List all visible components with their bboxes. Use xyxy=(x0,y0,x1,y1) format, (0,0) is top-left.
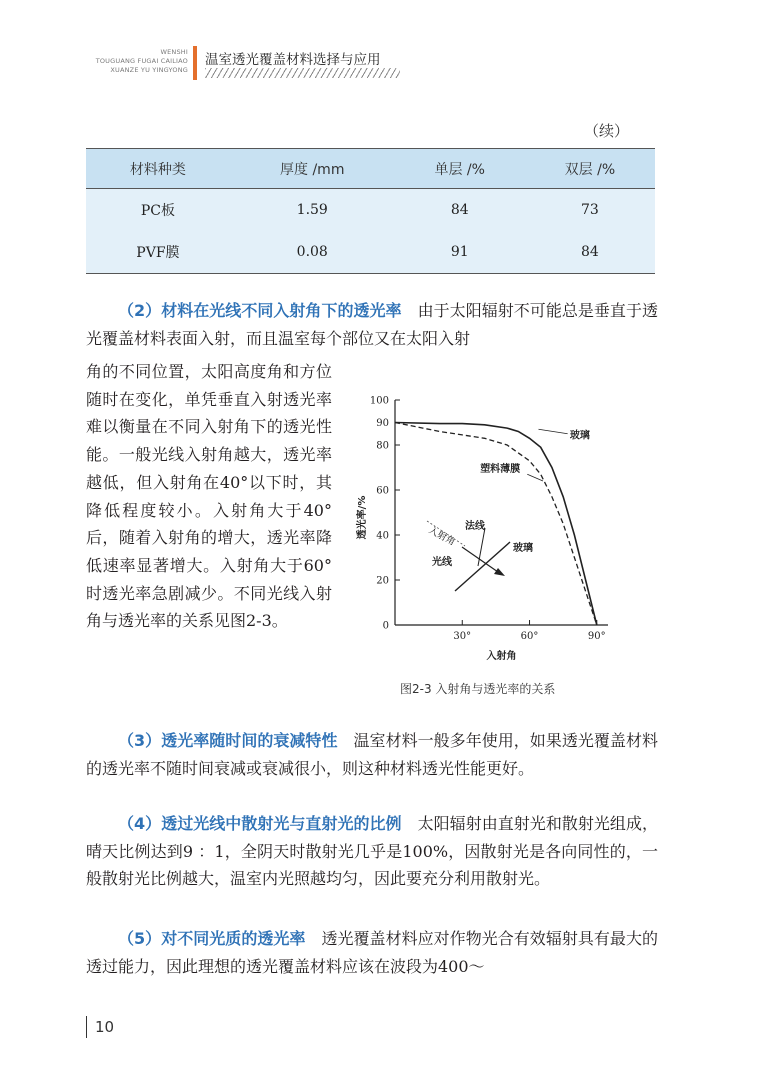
series-label-leader xyxy=(538,429,567,434)
y-axis-title: 透光率/% xyxy=(357,495,368,540)
y-tick-label: 0 xyxy=(382,620,389,632)
table-cell: PVF膜 xyxy=(86,231,230,274)
inset-label: 光线 xyxy=(432,557,452,568)
table-header-cell: 双层 /% xyxy=(525,149,655,189)
table-header-cell: 单层 /% xyxy=(395,149,525,189)
section-2-float-text: 角的不同位置，太阳高度角和方位随时在变化，单凭垂直入射透光率难以衡量在不同入射角下的透光性能。一般光线入射角越大，透光率越低，但入射角在40°以下时，其降低程度较小。入射角大于40°后，随着入射角的增大，透光率降低速率显著增大。入射角大于60°时透光率急剧减少。不同光线入射角与透光率的关系见图2-3。 xyxy=(86,362,332,631)
table-cell: 84 xyxy=(525,231,655,274)
page-number-bar xyxy=(86,1016,87,1038)
series-label: 玻璃 xyxy=(569,430,590,442)
section-4-heading: （4）透过光线中散射光与直射光的比例 xyxy=(118,814,402,833)
plastic-film-series-line xyxy=(395,423,597,626)
y-tick-label: 100 xyxy=(369,395,389,407)
y-tick-label: 40 xyxy=(376,530,389,542)
table-cell: 73 xyxy=(525,189,655,232)
section-5-heading: （5）对不同光质的透光率 xyxy=(118,929,306,948)
section-4-gap xyxy=(402,814,418,833)
incidence-angle-chart xyxy=(350,388,650,673)
section-5-gap xyxy=(305,929,321,948)
figure-caption: 图2-3 入射角与透光率的关系 xyxy=(400,682,556,696)
header-accent-bar xyxy=(193,46,197,80)
x-axis-title: 入射角 xyxy=(486,651,517,662)
chart-inset-diagram xyxy=(427,519,533,591)
inset-label: 玻璃 xyxy=(513,543,533,554)
section-3-body: 温室材料一般多年使用，如果透光覆盖材料的透光率不随时间衰减或衰减很小，则这种材料透光性能更好。 xyxy=(86,731,658,778)
table-cell: 1.59 xyxy=(230,189,395,232)
x-tick-label: 60° xyxy=(520,631,539,642)
section-5-paragraph xyxy=(86,925,658,980)
inset-glass-line xyxy=(455,542,510,591)
table-continued-label: （续） xyxy=(584,122,630,140)
y-tick-label: 80 xyxy=(376,440,389,452)
table-row xyxy=(86,231,655,274)
chart-series xyxy=(395,423,597,626)
y-tick-label: 60 xyxy=(376,485,389,497)
table-cell: PC板 xyxy=(86,189,230,232)
transmittance-table xyxy=(86,148,655,274)
section-3-gap xyxy=(338,731,354,750)
table-header-cell: 材料种类 xyxy=(86,149,230,189)
section-2-gap xyxy=(402,301,418,320)
header-en-line: TOUGUANG FUGAI CAILIAO xyxy=(95,57,188,65)
section-2-lead: 由于太阳辐射不可能总是垂直于透光覆盖材料表面入射，而且温室每个部位又在太阳入射 xyxy=(86,301,658,348)
table-cell: 84 xyxy=(395,189,525,232)
header-english-title xyxy=(60,48,188,75)
table-cell: 0.08 xyxy=(230,231,395,274)
y-tick-label: 90 xyxy=(376,418,389,429)
header-title: 温室透光覆盖材料选择与应用 xyxy=(205,52,381,68)
section-3-heading: （3）透光率随时间的衰减特性 xyxy=(118,731,338,750)
header-hatch-decoration xyxy=(205,68,400,78)
table-header-cell: 厚度 /mm xyxy=(230,149,395,189)
inset-label: 入射角 xyxy=(426,524,457,549)
glass-series-line xyxy=(395,423,597,626)
section-4-paragraph xyxy=(86,810,658,893)
inset-light-arrowhead xyxy=(494,568,505,576)
series-label: 塑料薄膜 xyxy=(480,464,521,475)
header-en-line: XUANZE YU YINGYONG xyxy=(110,66,188,74)
table-row xyxy=(86,189,655,232)
y-tick-label: 20 xyxy=(376,575,389,587)
section-5-body: 透光覆盖材料应对作物光合有效辐射具有最大的透过能力，因此理想的透光覆盖材料应该在波段为400～ xyxy=(86,929,658,976)
chart-labels xyxy=(355,428,590,662)
table-header-row xyxy=(86,149,655,189)
x-tick-label: 90° xyxy=(587,631,606,642)
section-2-paragraph xyxy=(86,297,658,352)
section-2-heading: （2）材料在光线不同入射角下的透光率 xyxy=(118,301,402,320)
inset-label: 法线 xyxy=(465,521,485,532)
section-3-paragraph xyxy=(86,727,658,782)
section-4-body: 太阳辐射由直射光和散射光组成，晴天比例达到9 ：1，全阴天时散射光几乎是100%，因散射光是各向同性的，一般散射光比例越大，温室内光照越均匀，因此要充分利用散射光。 xyxy=(86,814,658,889)
table-cell: 91 xyxy=(395,231,525,274)
header-en-line: WENSHI xyxy=(160,48,188,56)
page-number: 10 xyxy=(95,1018,115,1036)
x-tick-label: 30° xyxy=(453,631,472,642)
